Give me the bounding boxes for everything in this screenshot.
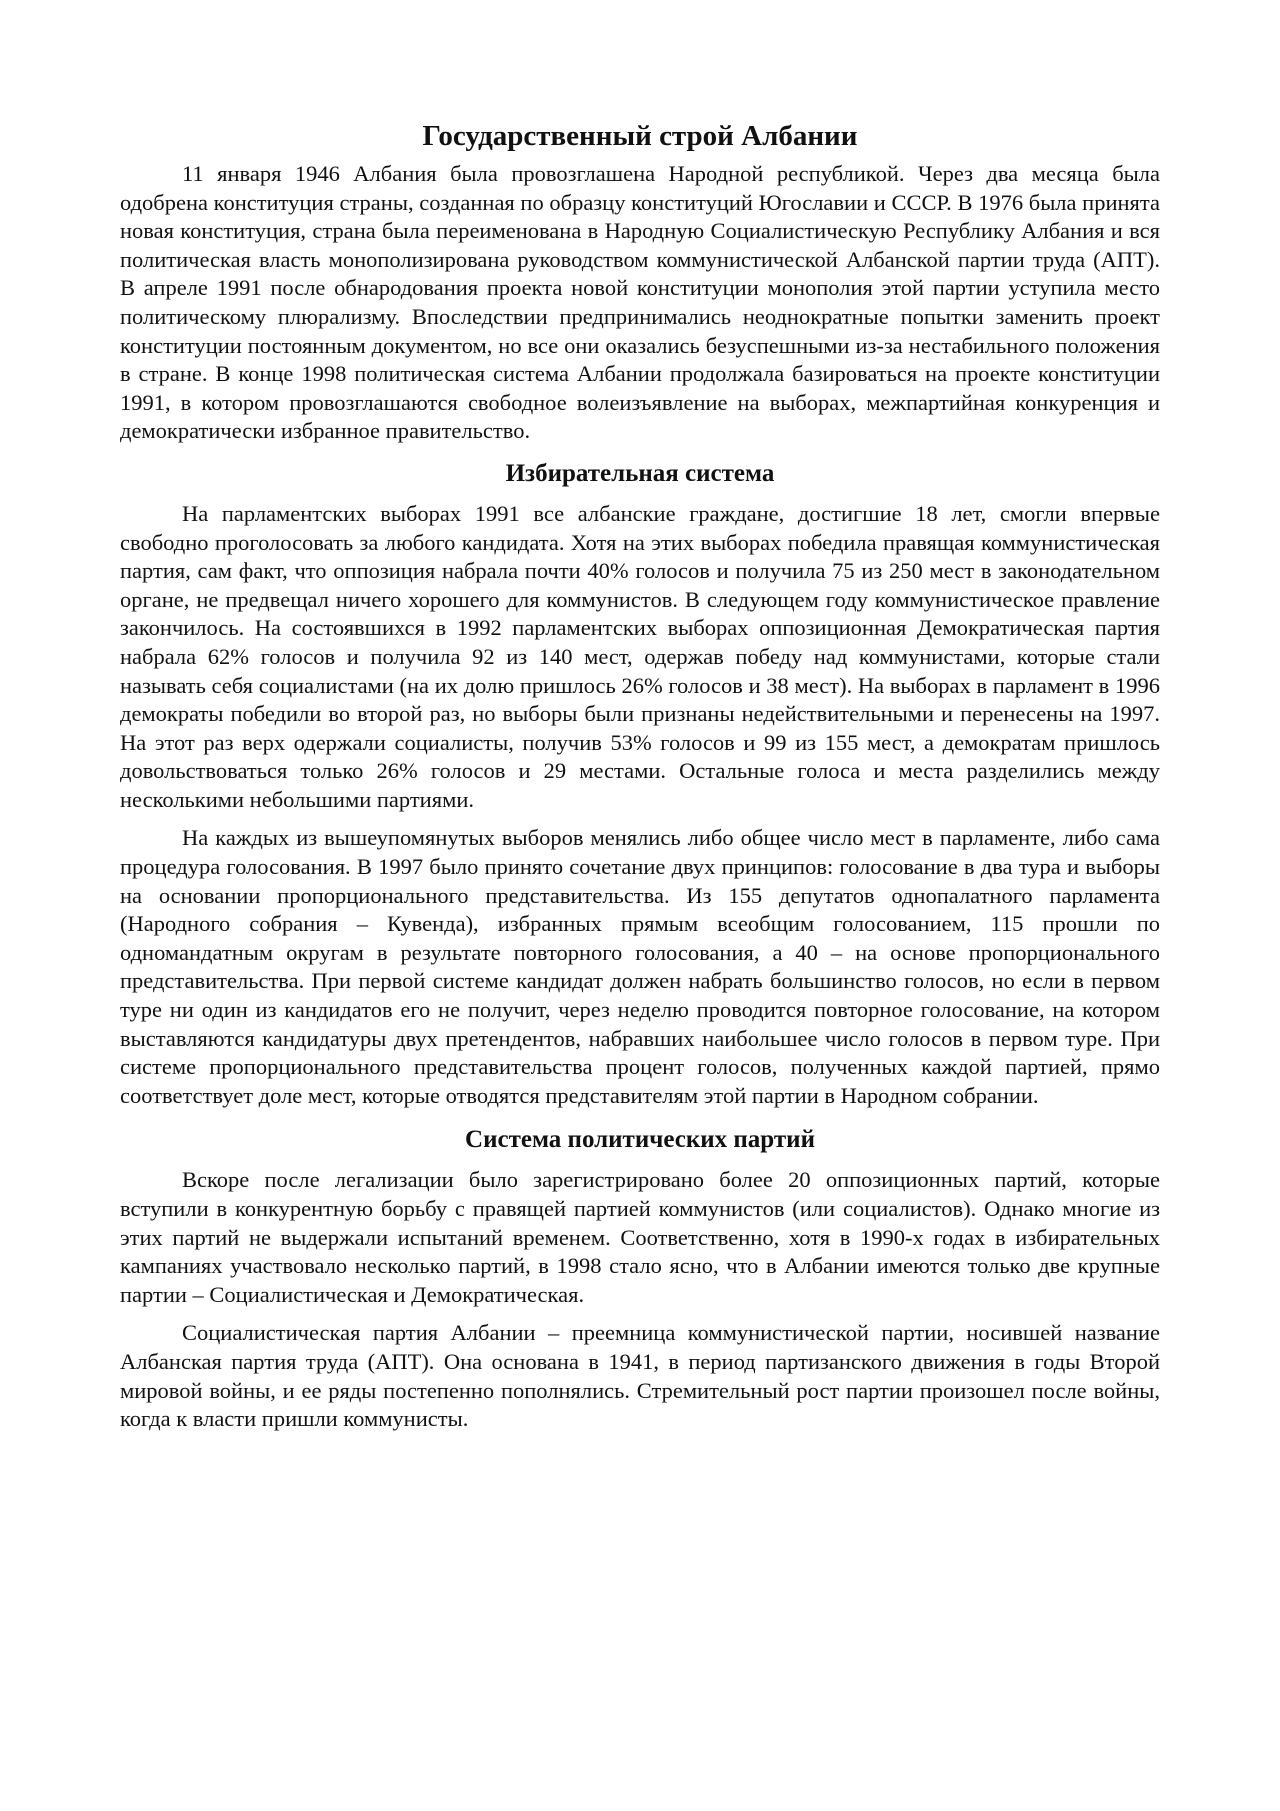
document-title: Государственный строй Албании — [422, 120, 858, 152]
paragraph: На парламентских выборах 1991 все албанские граждане, достигшие 18 лет, смогли впервые свободно проголосовать за любого кандидата. Хотя на этих выборах победила правящая коммунистическая партия, сам факт, что оппозиция набрала почти 40% голосов и получила 75 из 250 мест в законодательном органе, не предвещал ничего хорошего для коммунистов. В следующем году коммунистическое правление закончилось. На состоявшихся в 1992 парламентских выборах оппозиционная Демократическая партия набрала 62% голосов и получила 92 из 140 мест, одержав победу над коммунистами, которые стали называть себя социалистами (на их долю пришлось 26% голосов и 38 мест). На выборах в парламент в 1996 демократы победили во второй раз, но выборы были признаны недействительными и перенесены на 1997. На этот раз верх одержали социалисты, получив 53% голосов и 99 из 155 мест, а демократам пришлось довольствоваться только 26% голосов и 29 местами. Остальные голоса и места разделились между несколькими небольшими партиями. — [120, 500, 1160, 812]
paragraph: На каждых из вышеупомянутых выборов менялись либо общее число мест в парламенте, либо сама процедура голосования. В 1997 было принято сочетание двух принципов: голосование в два тура и выборы на основании пропорционального представительства. Из 155 депутатов однопалатного парламента (Народного собрания – Кувенда), избранных прямым всеобщим голосованием, 115 прошли по одномандатным округам в результате повторного голосования, а 40 – на основе пропорционального представительства. При первой системе кандидат должен набрать большинство голосов, но если в первом туре ни один из кандидатов его не получит, через неделю проводится повторное голосование, на котором выставляются кандидатуры двух претендентов, набравших наибольшее число голосов в первом туре. При системе пропорционального представительства процент голосов, полученных каждой партией, прямо соответствует доле мест, которые отводятся представителям этой партии в Народном собрании. — [120, 825, 1160, 1108]
paragraph: Социалистическая партия Албании – преемница коммунистической партии, носившей название Албанская партия труда (АПТ). Она основана в 1941, в период партизанского движения в годы Второй мировой войны, и ее ряды постепенно пополнялись. Стремительный рост партии произошел после войны, когда к власти пришли коммунисты. — [120, 1320, 1160, 1432]
paragraph: Вскоре после легализации было зарегистрировано более 20 оппозиционных партий, которые вступили в конкурентную борьбу с правящей партией коммунистов (или социалистов). Однако многие из этих партий не выдержали испытаний временем. Соответственно, хотя в 1990-х годах в избирательных кампаниях участвовало несколько партий, в 1998 стало ясно, что в Албании имеются только две крупные партии – Социалистическая и Демократическая. — [120, 1167, 1160, 1307]
intro-paragraph: 11 января 1946 Албания была провозглашена Народной республикой. Через два месяца была одобрена конституция страны, созданная по образцу конституций Югославии и СССР. В 1976 была принята новая конституция, страна была переименована в Народную Социалистическую Республику Албания и вся политическая власть монополизирована руководством коммунистической Албанской партии труда (АПТ). В апреле 1991 после обнародования проекта новой конституции монополия этой партии уступила место политическому плюрализму. Впоследствии предпринимались неоднократные попытки заменить проект конституции постоянным документом, но все они оказались безуспешными из-за нестабильного положения в стране. В конце 1998 политическая система Албании продолжала базироваться на проекте конституции 1991, в котором провозглашаются свободное волеизъявление на выборах, межпартийная конкуренция и демократически избранное правительство. — [120, 161, 1160, 444]
section-heading-party-system: Система политических партий — [465, 1126, 815, 1154]
section-heading-electoral-system: Избирательная система — [505, 459, 775, 487]
document-page — [120, 118, 1160, 1444]
